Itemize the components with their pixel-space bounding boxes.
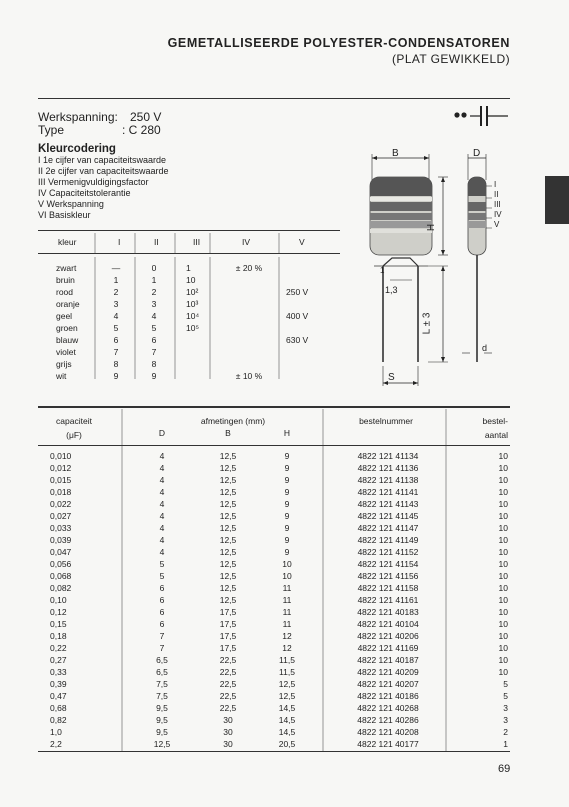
cell-H: 12,5 bbox=[278, 691, 296, 701]
cell-order-number: 4822 121 40208 bbox=[357, 727, 419, 737]
cell-H: 9 bbox=[284, 463, 290, 473]
cell-quantity: 10 bbox=[498, 643, 508, 653]
header-H: H bbox=[283, 428, 291, 438]
header-B: B bbox=[225, 428, 231, 438]
cell-B: 12,5 bbox=[219, 535, 237, 545]
cell-H: 9 bbox=[284, 535, 290, 545]
band-label: III bbox=[494, 200, 501, 209]
table-row bbox=[38, 594, 510, 606]
color-table-row bbox=[38, 286, 340, 298]
table-row bbox=[38, 522, 510, 534]
cell-capacity: 0,68 bbox=[50, 703, 67, 713]
color-code-item: II 2e cijfer van capaciteitswaarde bbox=[38, 166, 169, 176]
table-row bbox=[38, 642, 510, 654]
table-row bbox=[38, 678, 510, 690]
col-V: V bbox=[299, 237, 305, 247]
table-row bbox=[38, 582, 510, 594]
color-table-cell-i: 2 bbox=[113, 287, 119, 297]
color-table-cell-ii: 1 bbox=[151, 275, 157, 285]
color-code-item: III Vermenigvuldigingsfactor bbox=[38, 177, 149, 187]
cell-capacity: 0,039 bbox=[50, 535, 72, 545]
cell-B: 22,5 bbox=[219, 691, 237, 701]
cell-D: 4 bbox=[159, 523, 165, 533]
cell-H: 9 bbox=[284, 475, 290, 485]
table-row bbox=[38, 570, 510, 582]
cell-order-number: 4822 121 41136 bbox=[357, 463, 419, 473]
cell-order-number: 4822 121 40177 bbox=[357, 739, 419, 749]
cell-D: 6 bbox=[159, 619, 165, 629]
cell-capacity: 0,18 bbox=[50, 631, 67, 641]
cell-order-number: 4822 121 41161 bbox=[357, 595, 419, 605]
color-code-item: V Werkspanning bbox=[38, 199, 104, 209]
table-row bbox=[38, 714, 510, 726]
cell-B: 12,5 bbox=[219, 487, 237, 497]
cell-quantity: 10 bbox=[498, 523, 508, 533]
color-table-row bbox=[38, 274, 340, 286]
color-table-cell-ii: 5 bbox=[151, 323, 157, 333]
cell-quantity: 10 bbox=[498, 535, 508, 545]
cell-H: 12 bbox=[282, 631, 292, 641]
color-table-cell-ii: 4 bbox=[151, 311, 157, 321]
voltage-label: Werkspanning: bbox=[38, 110, 118, 124]
color-table-cell-ii: 7 bbox=[151, 347, 157, 357]
color-table-cell-i: 6 bbox=[113, 335, 119, 345]
dim-d-label: d bbox=[482, 343, 488, 353]
table-row bbox=[38, 654, 510, 666]
color-table-row bbox=[38, 334, 340, 346]
color-table-row bbox=[38, 298, 340, 310]
cell-order-number: 4822 121 41152 bbox=[357, 547, 419, 557]
cell-quantity: 10 bbox=[498, 499, 508, 509]
cell-order-number: 4822 121 40286 bbox=[357, 715, 419, 725]
cell-capacity: 0,33 bbox=[50, 667, 67, 677]
cell-capacity: 0,27 bbox=[50, 655, 67, 665]
cell-B: 17,5 bbox=[219, 631, 237, 641]
cell-capacity: 0,10 bbox=[50, 595, 67, 605]
cell-B: 12,5 bbox=[219, 583, 237, 593]
color-table-row bbox=[38, 346, 340, 358]
color-table-cell-ii: 2 bbox=[151, 287, 157, 297]
cell-capacity: 0,82 bbox=[50, 715, 67, 725]
cell-capacity: 0,018 bbox=[50, 487, 72, 497]
table-row bbox=[38, 486, 510, 498]
cell-B: 30 bbox=[223, 715, 233, 725]
color-table-cell-v: 630 V bbox=[286, 335, 309, 345]
table-row bbox=[38, 450, 510, 462]
section-tab-marker bbox=[545, 176, 569, 224]
header-capacity: capaciteit bbox=[56, 416, 92, 426]
color-table-cell-i: 1 bbox=[113, 275, 119, 285]
cell-B: 12,5 bbox=[219, 595, 237, 605]
table-row bbox=[38, 558, 510, 570]
cell-capacity: 0,047 bbox=[50, 547, 72, 557]
col-II: II bbox=[154, 237, 159, 247]
color-table-cell-i: 9 bbox=[113, 371, 119, 381]
cell-capacity: 0,010 bbox=[50, 451, 72, 461]
color-table-cell-kleur: zwart bbox=[56, 263, 77, 273]
table-row bbox=[38, 630, 510, 642]
header-dimensions: afmetingen (mm) bbox=[200, 416, 266, 426]
cell-order-number: 4822 121 40206 bbox=[357, 631, 419, 641]
cell-order-number: 4822 121 41134 bbox=[357, 451, 419, 461]
cell-quantity: 3 bbox=[503, 715, 508, 725]
cell-B: 22,5 bbox=[219, 667, 237, 677]
cell-D: 4 bbox=[159, 499, 165, 509]
cell-order-number: 4822 121 40209 bbox=[357, 667, 419, 677]
cell-capacity: 2,2 bbox=[50, 739, 62, 749]
cell-quantity: 10 bbox=[498, 595, 508, 605]
color-table-cell-i: 8 bbox=[113, 359, 119, 369]
cell-H: 9 bbox=[284, 511, 290, 521]
dim-13-label: 1,3 bbox=[385, 285, 398, 295]
cell-order-number: 4822 121 41145 bbox=[357, 511, 419, 521]
cell-capacity: 0,15 bbox=[50, 619, 67, 629]
cell-capacity: 0,082 bbox=[50, 583, 72, 593]
cell-H: 12,5 bbox=[278, 679, 296, 689]
header-divider bbox=[38, 98, 510, 99]
cell-capacity: 0,015 bbox=[50, 475, 72, 485]
type-value: : C 280 bbox=[122, 123, 161, 137]
cell-H: 11 bbox=[282, 583, 292, 593]
table-row bbox=[38, 510, 510, 522]
color-table-cell-kleur: violet bbox=[56, 347, 76, 357]
main-table-bottom-rule bbox=[38, 751, 510, 752]
color-code-legend bbox=[38, 155, 169, 221]
table-row bbox=[38, 726, 510, 738]
cell-order-number: 4822 121 40186 bbox=[357, 691, 419, 701]
cell-B: 12,5 bbox=[219, 475, 237, 485]
color-table-cell-kleur: bruin bbox=[56, 275, 75, 285]
cell-quantity: 10 bbox=[498, 631, 508, 641]
cell-quantity: 2 bbox=[503, 727, 508, 737]
table-row bbox=[38, 546, 510, 558]
cell-D: 6 bbox=[159, 583, 165, 593]
color-table-cell-iii: 10³ bbox=[186, 299, 199, 309]
cell-capacity: 0,033 bbox=[50, 523, 72, 533]
header-D: D bbox=[158, 428, 166, 438]
cell-B: 12,5 bbox=[219, 499, 237, 509]
cell-quantity: 10 bbox=[498, 463, 508, 473]
color-table-cell-v: 400 V bbox=[286, 311, 309, 321]
cell-capacity: 0,47 bbox=[50, 691, 67, 701]
cell-H: 14,5 bbox=[278, 703, 296, 713]
color-table-cell-kleur: groen bbox=[56, 323, 78, 333]
cell-quantity: 5 bbox=[503, 691, 508, 701]
color-table-row bbox=[38, 310, 340, 322]
cell-D: 6 bbox=[159, 595, 165, 605]
cell-B: 12,5 bbox=[219, 511, 237, 521]
cell-D: 5 bbox=[159, 559, 165, 569]
cell-order-number: 4822 121 41141 bbox=[357, 487, 419, 497]
dim-H-label: H bbox=[426, 223, 438, 232]
cell-D: 5 bbox=[159, 571, 165, 581]
color-table-cell-kleur: geel bbox=[56, 311, 73, 321]
col-I: I bbox=[118, 237, 121, 247]
cell-B: 17,5 bbox=[219, 619, 237, 629]
col-III: III bbox=[193, 237, 201, 247]
type-label: Type bbox=[38, 123, 65, 137]
cell-H: 10 bbox=[282, 559, 292, 569]
cell-B: 12,5 bbox=[219, 523, 237, 533]
color-table-cell-iii: 10⁵ bbox=[186, 323, 199, 333]
cell-H: 20,5 bbox=[278, 739, 296, 749]
cell-order-number: 4822 121 40268 bbox=[357, 703, 419, 713]
dim-1-label: 1 bbox=[380, 266, 385, 275]
color-table-row bbox=[38, 322, 340, 334]
band-roman-labels bbox=[494, 180, 502, 230]
page-subtitle: (PLAT GEWIKKELD) bbox=[392, 52, 510, 66]
band-label: I bbox=[494, 180, 497, 189]
cell-capacity: 0,39 bbox=[50, 679, 67, 689]
table-row bbox=[38, 606, 510, 618]
cell-D: 6 bbox=[159, 607, 165, 617]
color-table-cell-i: 5 bbox=[113, 323, 119, 333]
band-label: II bbox=[494, 190, 499, 199]
cell-H: 11 bbox=[282, 607, 292, 617]
cell-quantity: 10 bbox=[498, 475, 508, 485]
color-table-cell-kleur: rood bbox=[56, 287, 74, 297]
color-table-cell-ii: 0 bbox=[151, 263, 157, 273]
cell-D: 7 bbox=[159, 631, 165, 641]
cell-H: 9 bbox=[284, 451, 290, 461]
table-row bbox=[38, 498, 510, 510]
cell-B: 17,5 bbox=[219, 607, 237, 617]
color-table-cell-ii: 6 bbox=[151, 335, 157, 345]
table-row bbox=[38, 702, 510, 714]
color-table-cell-iii: 10² bbox=[186, 287, 199, 297]
cell-quantity: 10 bbox=[498, 655, 508, 665]
cell-H: 11 bbox=[282, 595, 292, 605]
col-IV: IV bbox=[242, 237, 251, 247]
header-quantity: bestel- bbox=[482, 416, 508, 426]
cell-D: 7,5 bbox=[156, 679, 168, 689]
cell-order-number: 4822 121 40104 bbox=[357, 619, 419, 629]
cell-D: 4 bbox=[159, 535, 165, 545]
table-row bbox=[38, 534, 510, 546]
voltage-value: 250 V bbox=[130, 110, 162, 124]
dim-L-label: L ± 3 bbox=[421, 312, 433, 335]
cell-B: 30 bbox=[223, 739, 233, 749]
cell-H: 11,5 bbox=[279, 667, 295, 677]
cell-order-number: 4822 121 41154 bbox=[357, 559, 419, 569]
cell-D: 6,5 bbox=[156, 667, 168, 677]
cell-quantity: 10 bbox=[498, 547, 508, 557]
header-quantity-unit: aantal bbox=[484, 430, 508, 440]
color-table-row bbox=[38, 358, 340, 370]
cell-quantity: 10 bbox=[498, 571, 508, 581]
color-table-cell-iii: 10 bbox=[186, 275, 196, 285]
color-table-header-gridlines bbox=[38, 225, 340, 255]
cell-B: 12,5 bbox=[219, 547, 237, 557]
cell-order-number: 4822 121 41156 bbox=[357, 571, 419, 581]
cell-order-number: 4822 121 41149 bbox=[357, 535, 419, 545]
cell-B: 22,5 bbox=[219, 703, 237, 713]
cell-B: 30 bbox=[223, 727, 233, 737]
cell-D: 9,5 bbox=[156, 727, 168, 737]
table-row bbox=[38, 462, 510, 474]
main-table-top-rule bbox=[38, 406, 510, 408]
cell-quantity: 10 bbox=[498, 619, 508, 629]
color-table-cell-i: 4 bbox=[113, 311, 119, 321]
cell-quantity: 10 bbox=[498, 583, 508, 593]
cell-capacity: 0,027 bbox=[50, 511, 72, 521]
cell-H: 9 bbox=[284, 487, 290, 497]
cell-B: 22,5 bbox=[219, 655, 237, 665]
cell-order-number: 4822 121 40187 bbox=[357, 655, 419, 665]
cell-B: 22,5 bbox=[219, 679, 237, 689]
capacitor-symbol-icon bbox=[452, 101, 512, 131]
cell-H: 9 bbox=[284, 547, 290, 557]
table-row bbox=[38, 666, 510, 678]
band-label: IV bbox=[494, 210, 502, 219]
header-order-number: bestelnummer bbox=[359, 416, 413, 426]
header-capacity-unit: (μF) bbox=[66, 430, 82, 440]
cell-D: 6,5 bbox=[156, 655, 168, 665]
col-kleur: kleur bbox=[58, 237, 77, 247]
table-row bbox=[38, 474, 510, 486]
dim-B-label: B bbox=[392, 148, 399, 159]
cell-quantity: 10 bbox=[498, 667, 508, 677]
cell-H: 12 bbox=[282, 643, 292, 653]
color-code-heading: Kleurcodering bbox=[38, 143, 116, 155]
color-table-row bbox=[38, 370, 340, 382]
cell-H: 14,5 bbox=[278, 727, 296, 737]
color-table-cell-iv: ± 10 % bbox=[235, 371, 263, 381]
cell-capacity: 0,22 bbox=[50, 643, 67, 653]
cell-capacity: 0,12 bbox=[50, 607, 67, 617]
cell-quantity: 10 bbox=[498, 607, 508, 617]
cell-D: 7 bbox=[159, 643, 165, 653]
cell-D: 4 bbox=[159, 451, 165, 461]
cell-quantity: 5 bbox=[503, 679, 508, 689]
table-row bbox=[38, 690, 510, 702]
table-row bbox=[38, 738, 510, 750]
cell-B: 12,5 bbox=[219, 559, 237, 569]
color-code-item: VI Basiskleur bbox=[38, 210, 91, 220]
cell-quantity: 10 bbox=[498, 559, 508, 569]
main-table-header-rule bbox=[38, 445, 510, 446]
color-table-cell-i: 3 bbox=[113, 299, 119, 309]
cell-order-number: 4822 121 41143 bbox=[357, 499, 419, 509]
main-table-body bbox=[38, 450, 510, 750]
cell-capacity: 0,012 bbox=[50, 463, 72, 473]
color-table-cell-kleur: grijs bbox=[56, 359, 72, 369]
cell-D: 12,5 bbox=[153, 739, 171, 749]
cell-H: 11 bbox=[282, 619, 292, 629]
cell-H: 14,5 bbox=[278, 715, 296, 725]
color-table-cell-iii: 1 bbox=[186, 263, 191, 273]
cell-order-number: 4822 121 41138 bbox=[357, 475, 419, 485]
cell-D: 9,5 bbox=[156, 703, 168, 713]
color-table-cell-kleur: oranje bbox=[56, 299, 80, 309]
cell-order-number: 4822 121 41158 bbox=[357, 583, 419, 593]
cell-capacity: 0,056 bbox=[50, 559, 72, 569]
cell-D: 4 bbox=[159, 463, 165, 473]
cell-B: 12,5 bbox=[219, 451, 237, 461]
cell-D: 7,5 bbox=[156, 691, 168, 701]
color-table-cell-i: — bbox=[111, 263, 121, 273]
page-title: GEMETALLISEERDE POLYESTER-CONDENSATOREN bbox=[167, 36, 510, 50]
cell-D: 4 bbox=[159, 475, 165, 485]
cell-quantity: 1 bbox=[503, 739, 508, 749]
color-table-cell-ii: 8 bbox=[151, 359, 157, 369]
color-table-cell-ii: 3 bbox=[151, 299, 157, 309]
cell-capacity: 0,068 bbox=[50, 571, 72, 581]
color-table-row bbox=[38, 262, 340, 274]
color-table-cell-ii: 9 bbox=[151, 371, 157, 381]
cell-H: 9 bbox=[284, 499, 290, 509]
color-table-body bbox=[38, 262, 340, 384]
color-table-cell-kleur: wit bbox=[56, 371, 67, 381]
page-number: 69 bbox=[498, 763, 511, 775]
cell-B: 12,5 bbox=[219, 463, 237, 473]
cell-quantity: 10 bbox=[498, 487, 508, 497]
cell-quantity: 3 bbox=[503, 703, 508, 713]
cell-D: 4 bbox=[159, 487, 165, 497]
cell-order-number: 4822 121 40183 bbox=[357, 607, 419, 617]
cell-B: 12,5 bbox=[219, 571, 237, 581]
cell-D: 4 bbox=[159, 511, 165, 521]
cell-capacity: 1,0 bbox=[50, 727, 62, 737]
table-row bbox=[38, 618, 510, 630]
dim-D-label: D bbox=[473, 148, 481, 159]
cell-order-number: 4822 121 41169 bbox=[357, 643, 419, 653]
cell-H: 11,5 bbox=[279, 655, 295, 665]
color-code-item: IV Capaciteitstolerantie bbox=[38, 188, 131, 198]
color-table-cell-iv: ± 20 % bbox=[235, 263, 263, 273]
cell-D: 9,5 bbox=[156, 715, 168, 725]
cell-H: 10 bbox=[282, 571, 292, 581]
color-code-item: I 1e cijfer van capaciteitswaarde bbox=[38, 155, 167, 165]
color-table-cell-i: 7 bbox=[113, 347, 119, 357]
cell-capacity: 0,022 bbox=[50, 499, 72, 509]
color-table-cell-kleur: blauw bbox=[56, 335, 79, 345]
cell-order-number: 4822 121 41147 bbox=[357, 523, 419, 533]
cell-H: 9 bbox=[284, 523, 290, 533]
cell-quantity: 10 bbox=[498, 451, 508, 461]
cell-D: 4 bbox=[159, 547, 165, 557]
cell-order-number: 4822 121 40207 bbox=[357, 679, 419, 689]
band-label: V bbox=[494, 220, 500, 229]
color-table-cell-iii: 10⁴ bbox=[186, 311, 200, 321]
cell-B: 17,5 bbox=[219, 643, 237, 653]
dim-S-label: S bbox=[388, 372, 395, 383]
cell-quantity: 10 bbox=[498, 511, 508, 521]
color-table-cell-v: 250 V bbox=[286, 287, 309, 297]
